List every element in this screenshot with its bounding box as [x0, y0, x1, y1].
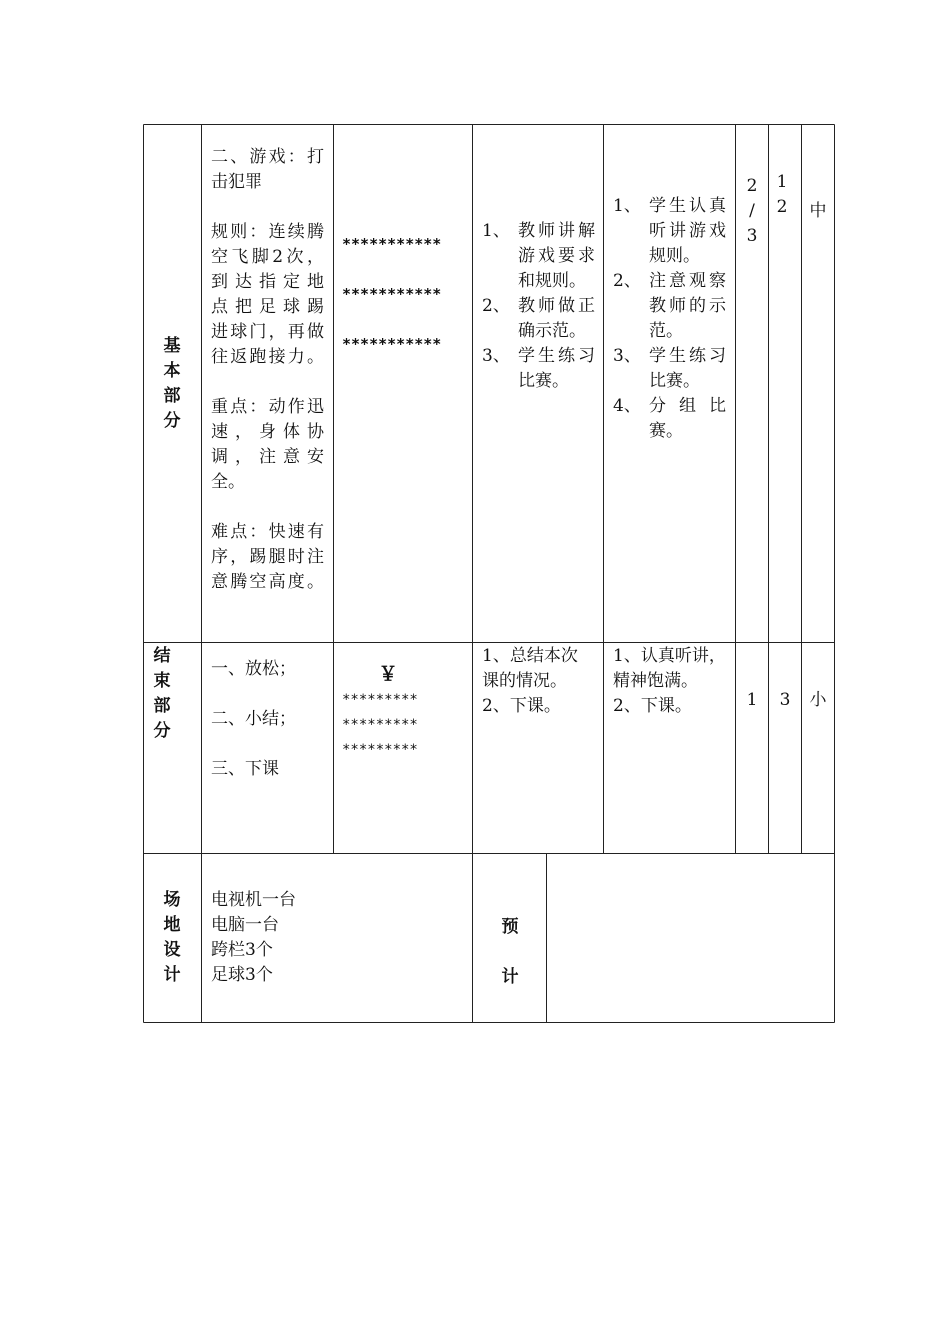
- yuan-symbol: ￥: [378, 663, 398, 685]
- basic-content: [211, 145, 324, 595]
- game-title: 二、游戏：打 击犯罪: [211, 147, 324, 192]
- list-item: 足球3个: [211, 965, 273, 985]
- basic-student-activities: [613, 194, 726, 444]
- ending-content: 一、放松； 二、小结； 三、下课: [211, 659, 296, 779]
- list-item: 电视机一台: [211, 890, 296, 910]
- ending-time: 3: [779, 690, 791, 710]
- basic-intensity: 中: [809, 201, 827, 221]
- basic-teacher-activities: [482, 219, 595, 394]
- ending-teacher-activities: 1、总结本次 课的情况。 2、下课。: [482, 646, 578, 716]
- list-item: 3、 学生练习 比赛。: [613, 346, 726, 391]
- list-item: 3、 学生练习 比赛。: [482, 346, 595, 391]
- list-item: 跨栏3个: [211, 940, 273, 960]
- list-item: 1、 教师讲解 游戏要求 和规则。: [482, 221, 595, 291]
- ending-formation: ￥ ********* ********* *********: [342, 660, 470, 763]
- section-label-venue: 场 地 设 计: [163, 890, 181, 985]
- game-rules: 规则：连续腾 空飞脚2次， 到达指定地 点把足球踢 进球门，再做 往返跑接力。: [211, 222, 324, 367]
- ending-count: 1: [746, 690, 758, 710]
- basic-formation: *********** *********** ***********: [342, 235, 442, 353]
- list-item: 电脑一台: [211, 915, 279, 935]
- list-item: 4、 分组比 赛。: [613, 396, 726, 441]
- section-label-basic: 基 本 部 分: [163, 336, 181, 431]
- list-item: 1、 学生认真 听讲游戏 规则。: [613, 196, 726, 266]
- ending-student-activities: 1、认真听讲， 精神饱满。 2、下课。: [613, 646, 726, 716]
- ending-intensity: 小: [809, 690, 827, 710]
- venue-items: [211, 888, 461, 988]
- difficulty: 难点：快速有 序，踢腿时注 意腾空高度。: [211, 522, 324, 592]
- estimate-label: 预 计: [501, 917, 519, 987]
- list-item: 2、 教师做正 确示范。: [482, 296, 595, 341]
- key-points: 重点：动作迅 速，身体协 调，注意安 全。: [211, 397, 324, 492]
- basic-time: 1 2: [776, 172, 788, 217]
- list-item: 2、 注意观察 教师的示 范。: [613, 271, 726, 341]
- basic-count: 2 / 3: [746, 176, 758, 246]
- section-label-ending: 结 束 部 分: [153, 646, 171, 741]
